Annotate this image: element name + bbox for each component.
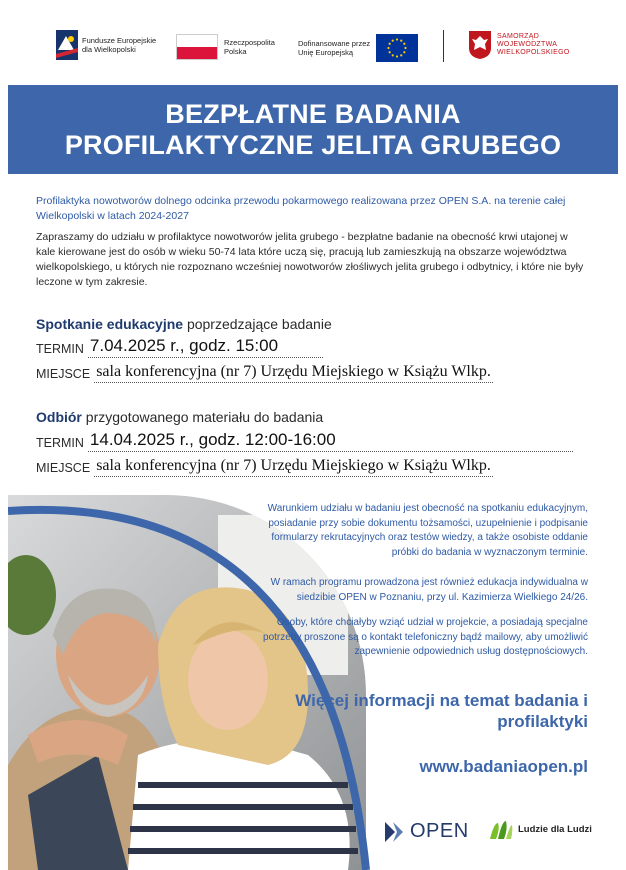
meeting-heading-bold: Spotkanie edukacyjne	[36, 316, 184, 332]
pickup-heading-rest: przygotowanego materiału do badania	[81, 409, 324, 425]
title-line-2: PROFILAKTYCZNE JELITA GRUBEGO	[64, 129, 562, 160]
info-conditions: Warunkiem udziału w badaniu jest obecność na spotkaniu edukacyjnym, posiadanie przy sobie dokumentu tożsamości, uzupełnienie i podpisanie formularzy rekrutacyjnych oraz testów wiedzy, a także osobiste oddanie próbki do badania w wyznaczonym terminie.	[267, 503, 588, 558]
meeting-heading	[36, 316, 332, 332]
logo-bar	[0, 0, 626, 82]
pickup-termin-value: 14.04.2025 r., godz. 12:00-16:00	[88, 430, 573, 452]
ldl-logo-text: Ludzie dla Ludzi	[518, 824, 592, 835]
meeting-termin-label: TERMIN	[36, 342, 84, 356]
fundusze-europejskie-logo	[56, 30, 156, 60]
logo-divider	[443, 30, 444, 62]
open-logo-text: OPEN	[410, 820, 469, 842]
title-line-1: BEZPŁATNE BADANIA	[165, 98, 461, 129]
intro-body: Zapraszamy do udziału w profilaktyce nowotworów jelita grubego - bezpłatne badanie na obecność krwi utajonej w kale kierowane jest do osób w wieku 50-74 lata które uczą się, pracują lub zamieszkują na obszarze województwa wielkopolskiego, u których nie rozpoznano wcześniej nowotworów złośliwych jelita grubego i odbytnicy, i które nie były leczone w tym zakresie.	[36, 231, 584, 288]
title-banner	[8, 85, 618, 174]
eu-logo-text: Dofinansowane przez Unię Europejską	[298, 39, 371, 57]
ldl-figures-icon	[488, 819, 514, 841]
samorzad-logo-text: SAMORZĄD WOJEWÓDZTWA WIELKOPOLSKIEGO	[497, 33, 570, 56]
rzeczpospolita-logo	[176, 34, 275, 60]
meeting-termin-row	[36, 336, 323, 358]
meeting-heading-rest: poprzedzające badanie	[183, 316, 332, 332]
more-info-text: Więcej informacji na temat badania i profilaktyki	[295, 691, 588, 731]
meeting-miejsce-row	[36, 363, 493, 383]
pickup-miejsce-label: MIEJSCE	[36, 461, 91, 475]
pickup-miejsce-row	[36, 457, 493, 477]
eu-logo	[298, 34, 418, 62]
open-logo	[385, 820, 469, 843]
pickup-heading	[36, 409, 323, 425]
intro-section	[36, 194, 584, 290]
eagle-crest-icon	[468, 30, 492, 60]
rp-logo-text: Rzeczpospolita Polska	[224, 38, 275, 56]
meeting-termin-value: 7.04.2025 r., godz. 15:00	[88, 336, 323, 358]
samorzad-logo	[468, 30, 570, 60]
eu-flag-icon	[376, 34, 418, 62]
fe-logo-text: Fundusze Europejskie dla Wielkopolski	[82, 36, 157, 54]
info-education: W ramach programu prowadzona jest również edukacja indywidualna w siedzibie OPEN w Poznaniu, przy ul. Kazimierza Wielkiego 24/26.	[270, 577, 588, 603]
intro-lead: Profilaktyka nowotworów dolnego odcinka przewodu pokarmowego realizowana przez OPEN S.A. na terenie całej Wielkopolski w latach 2024-2027	[36, 195, 566, 222]
pickup-termin-row	[36, 430, 573, 452]
fe-flag-icon	[56, 30, 78, 60]
website-link[interactable]: www.badaniaopen.pl	[419, 757, 588, 776]
polish-flag-icon	[176, 34, 218, 60]
open-mark-icon	[385, 822, 407, 842]
pickup-heading-bold: Odbiór	[36, 409, 82, 425]
ludzie-dla-ludzi-logo	[488, 819, 592, 841]
pickup-termin-label: TERMIN	[36, 436, 84, 450]
pickup-miejsce-value: sala konferencyjna (nr 7) Urzędu Miejskiego w Książu Wlkp.	[94, 457, 493, 477]
meeting-miejsce-label: MIEJSCE	[36, 367, 91, 381]
info-accessibility: Osoby, które chciałyby wziąć udział w projekcie, a posiadają specjalne potrzeby proszone są o kontakt telefoniczny bądź mailowy, aby umożliwić zapewnienie odpowiednich usług dostępnościowych.	[263, 617, 588, 658]
meeting-miejsce-value: sala konferencyjna (nr 7) Urzędu Miejskiego w Książu Wlkp.	[94, 363, 493, 383]
